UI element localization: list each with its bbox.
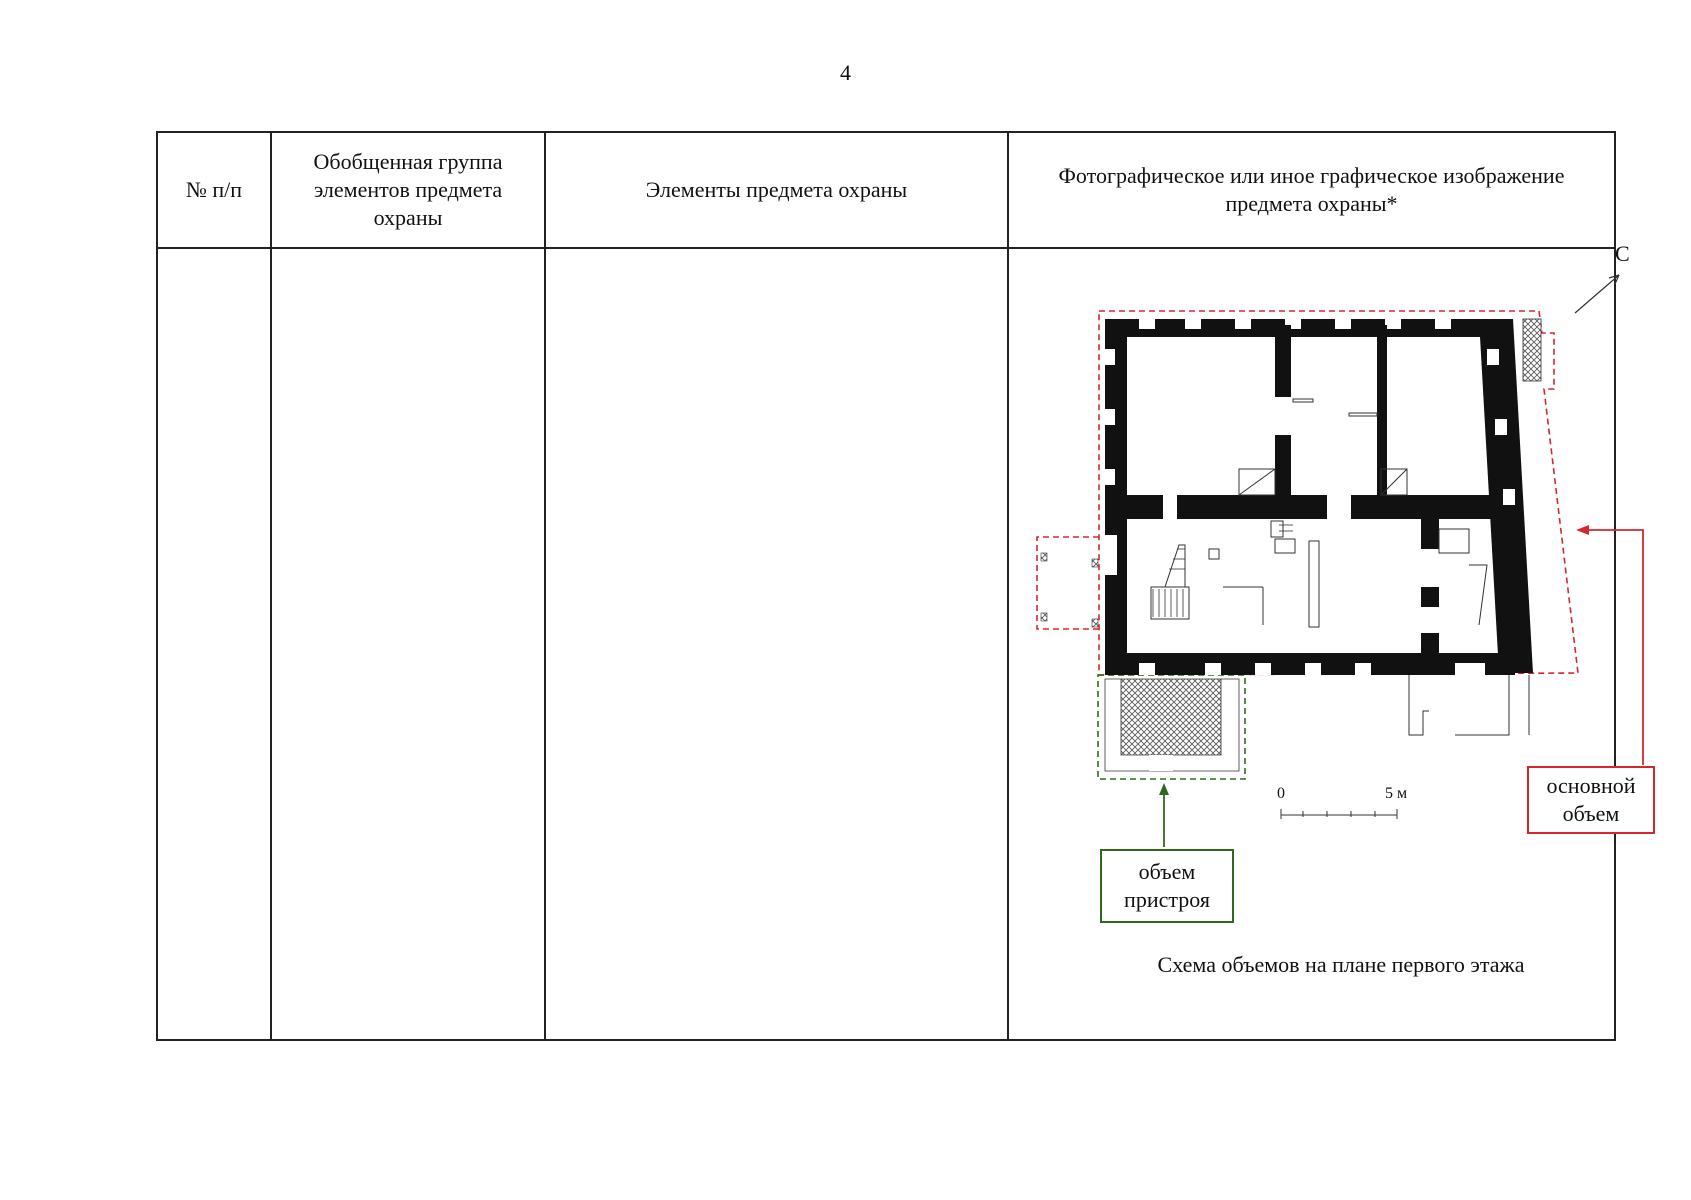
annex-volume-label: объем пристроя <box>1100 849 1234 923</box>
plan-caption: Схема объемов на плане первого этажа <box>1157 952 1525 977</box>
hatched-post <box>1041 613 1047 621</box>
protection-table <box>156 131 1636 1041</box>
hatched-post <box>1092 559 1098 567</box>
header-number: № п/п <box>157 132 271 248</box>
north-label: С <box>1615 241 1630 266</box>
scale-end-label: 5 м <box>1385 785 1408 802</box>
scale-bar <box>1281 809 1397 819</box>
hatched-post <box>1092 619 1098 627</box>
main-volume-arrowhead <box>1576 525 1589 535</box>
scale-zero-label: 0 <box>1277 785 1285 802</box>
hatched-post <box>1041 553 1047 561</box>
header-graphic-image: Фотографическое или иное графическое изображение предмета охраны* <box>1008 132 1615 248</box>
annex-arrowhead <box>1159 783 1169 795</box>
header-element-group: Обобщенная группа элементов предмета охраны <box>271 132 545 248</box>
header-protected-elements: Элементы предмета охраны <box>545 132 1008 248</box>
cell-protected-elements <box>545 248 1008 1040</box>
cell-floor-plan <box>1008 241 1636 1040</box>
staircase <box>1153 525 1293 617</box>
north-arrow <box>1575 275 1619 313</box>
page-number: 4 <box>840 60 851 85</box>
cell-number <box>157 248 271 1040</box>
cell-element-group <box>271 248 545 1040</box>
main-volume-label: основной объем <box>1527 766 1655 834</box>
hatched-pillar <box>1523 319 1541 381</box>
annex-door <box>1149 755 1173 771</box>
main-volume-leader <box>1589 530 1643 765</box>
table-header-row <box>157 132 1615 248</box>
table-row <box>157 248 1615 1040</box>
